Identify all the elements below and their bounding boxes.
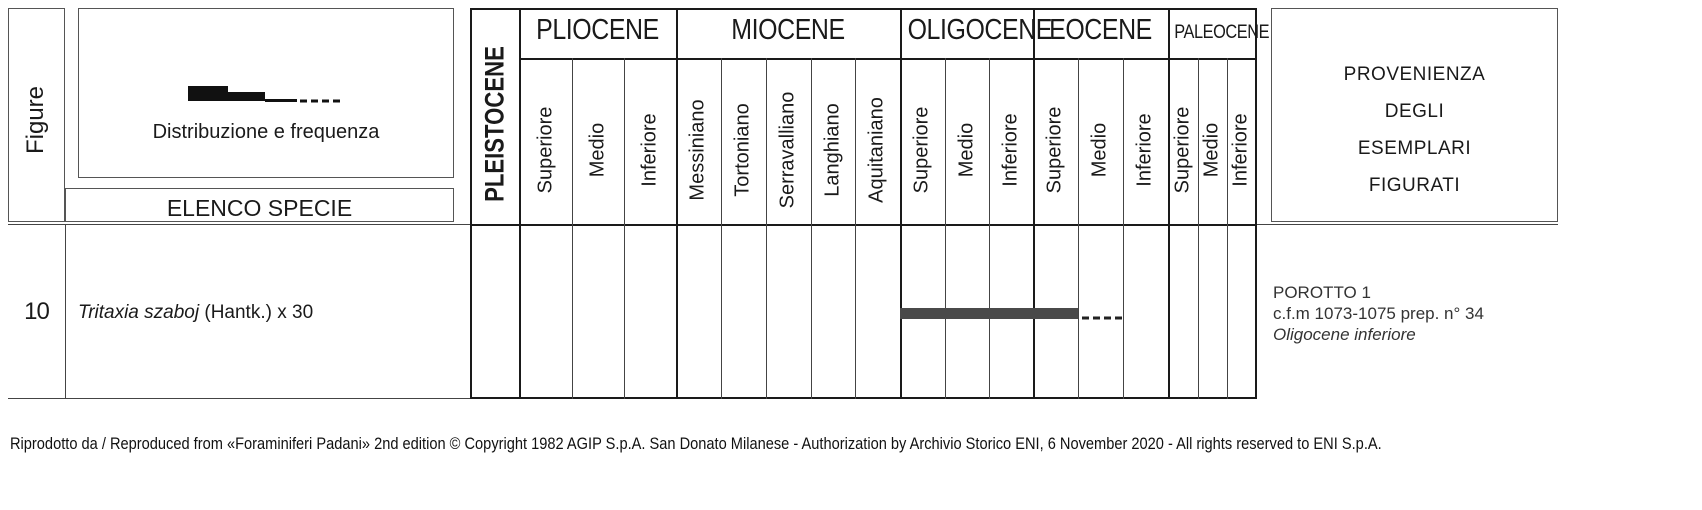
provenance-title-line: FIGURATI <box>1368 175 1461 196</box>
provenance-well: POROTTO 1 <box>1273 283 1371 302</box>
stage-divider <box>811 58 812 399</box>
figure-number: 10 <box>24 298 49 325</box>
period-label-pliocene: PLIOCENE <box>536 14 659 46</box>
stage-label: Medio <box>1088 122 1111 178</box>
stage-divider <box>572 58 573 399</box>
divider-oligocene <box>1033 8 1035 399</box>
species-entry <box>78 302 313 324</box>
stage-divider <box>989 58 990 399</box>
species-list-label: ELENCO SPECIE <box>166 195 353 221</box>
divider-pleistocene <box>519 8 521 399</box>
stage-divider <box>855 58 856 399</box>
stage-label: Tortoniano <box>731 103 754 197</box>
stage-divider <box>1198 58 1199 399</box>
figure-column-label: Figure <box>22 85 49 155</box>
provenance-title-line: ESEMPLARI <box>1357 138 1472 159</box>
stage-label: Superiore <box>1171 106 1194 194</box>
row-figure-divider <box>65 224 66 399</box>
stage-divider <box>1227 58 1228 399</box>
divider-miocene <box>900 8 902 399</box>
provenance-sample: c.f.m 1073-1075 prep. n° 34 <box>1273 304 1484 323</box>
provenance-title-line: PROVENIENZA <box>1343 64 1486 85</box>
provenance-age: Oligocene inferiore <box>1273 325 1416 344</box>
provenance-title-line: DEGLI <box>1384 101 1445 122</box>
stage-label: Inferiore <box>999 113 1022 187</box>
stage-label: Medio <box>1200 122 1223 178</box>
stage-label: Inferiore <box>1229 113 1252 187</box>
stage-label: Superiore <box>534 106 557 194</box>
stage-label: Inferiore <box>1133 113 1156 187</box>
stage-label: Superiore <box>910 106 933 194</box>
species-author: (Hantk.) x 30 <box>204 302 314 323</box>
stage-label: Superiore <box>1043 106 1066 194</box>
stage-label: Messiniano <box>686 99 709 201</box>
stage-label: Medio <box>586 122 609 178</box>
stage-divider <box>766 58 767 399</box>
stage-divider <box>945 58 946 399</box>
divider-eocene <box>1168 8 1170 399</box>
stage-label: Langhiano <box>821 103 844 197</box>
header-body-rule <box>470 224 1257 226</box>
stage-label: Serravalliano <box>776 91 799 209</box>
period-label-miocene: MIOCENE <box>731 14 845 46</box>
stage-label: Inferiore <box>638 113 661 187</box>
row-top-rule <box>8 224 470 225</box>
provenance-title <box>1271 56 1558 204</box>
period-label-eocene: EOCENE <box>1049 14 1152 46</box>
divider-pliocene <box>676 8 678 399</box>
stage-divider <box>1078 58 1079 399</box>
row-top-rule-right <box>1257 224 1558 225</box>
stage-label: Medio <box>955 122 978 178</box>
pleistocene-label: PLEISTOCENE <box>479 46 510 202</box>
species-name: Tritaxia szaboj <box>78 302 200 323</box>
period-label-paleocene: PALEOCENE <box>1174 22 1270 43</box>
stage-divider <box>624 58 625 399</box>
copyright-footer: Riprodotto da / Reproduced from «Foraminiferi Padani» 2nd edition © Copyright 1982 AGIP S.p.A. San Donato Milanese - Authorization by Archivio Storico ENI, 6 November 2020 - All rights reserved to ENI S.p.A. <box>10 434 1382 453</box>
stage-label: Aquitaniano <box>865 97 888 203</box>
period-header-rule <box>519 58 1257 60</box>
stratigraphic-table <box>470 8 1270 399</box>
period-label-oligocene: OLIGOCENE <box>907 14 1053 46</box>
stage-divider <box>1123 58 1124 399</box>
stage-divider <box>721 58 722 399</box>
provenance-entry <box>1273 282 1484 345</box>
legend-caption: Distribuzione e frequenza <box>152 121 380 143</box>
row-bottom-rule <box>8 398 470 399</box>
